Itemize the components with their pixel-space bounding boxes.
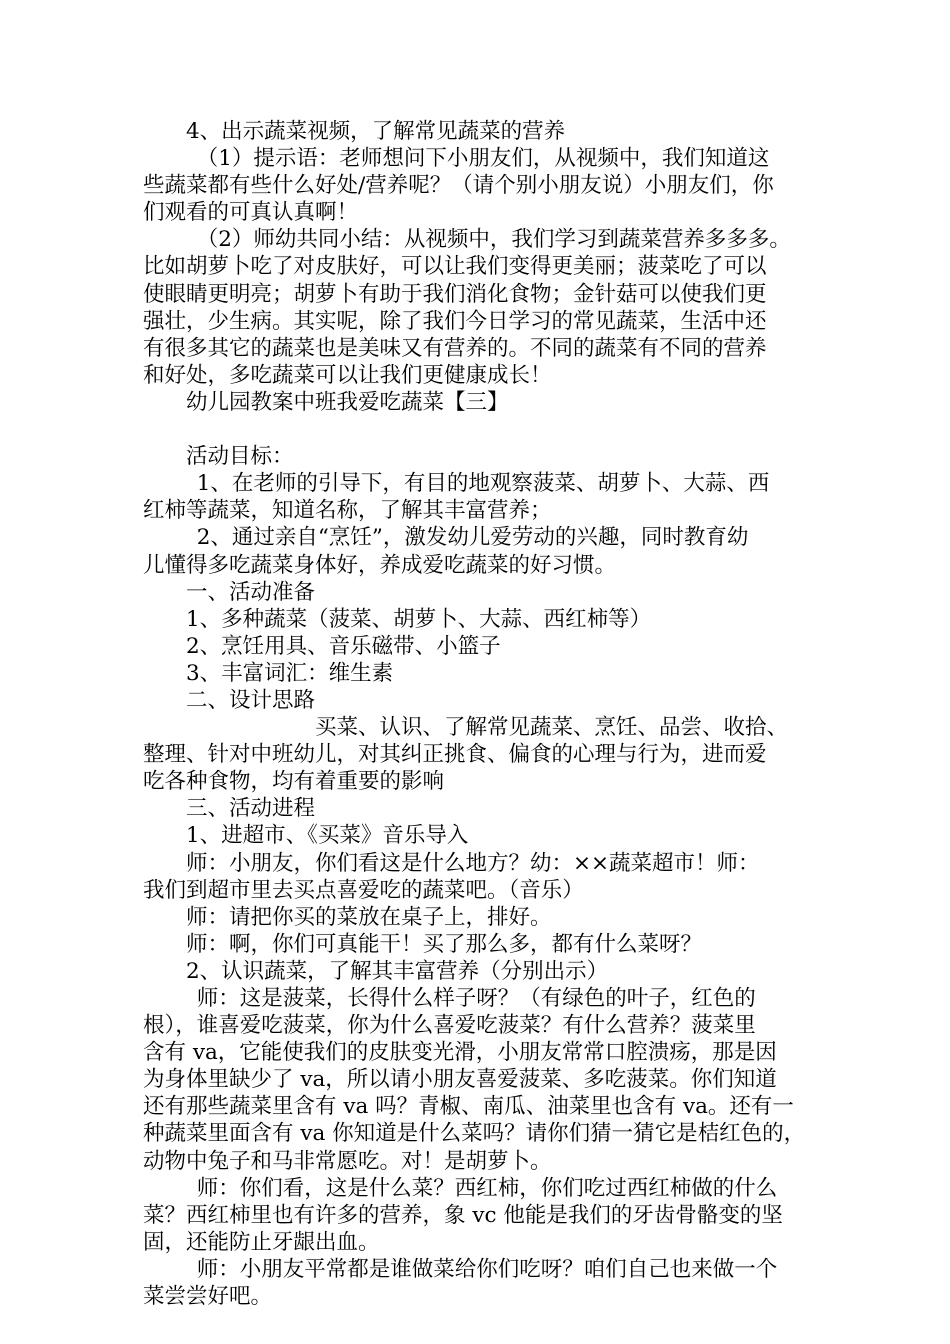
document-page <box>143 118 833 1310</box>
text-line: 种蔬菜里面含有 va 你知道是什么菜吗？请你们猜一猜它是桔红色的， <box>143 1121 806 1147</box>
text-line: 使眼睛更明亮；胡萝卜有助于我们消化食物；金针菇可以使我们更 <box>143 281 767 307</box>
text-line: （1）提示语：老师想问下小朋友们，从视频中，我们知道这 <box>196 146 770 172</box>
text-line: 幼儿园教案中班我爱吃蔬菜【三】 <box>186 389 509 415</box>
text-line: 和好处，多吃蔬菜可以让我们更健康成长！ <box>143 362 552 388</box>
text-line: 儿懂得多吃蔬菜身体好，养成爱吃蔬菜的好习惯。 <box>143 552 617 578</box>
text-line: 还有那些蔬菜里含有 va 吗？青椒、南瓜、油菜里也含有 va。还有一 <box>143 1094 794 1120</box>
text-line: 为身体里缺少了 va，所以请小朋友喜爱菠菜、多吃菠菜。你们知道 <box>143 1067 777 1093</box>
text-line: 师：小朋友平常都是谁做菜给你们吃呀？咱们自己也来做一个 <box>196 1256 778 1282</box>
text-line: 菜？西红柿里也有许多的营养，象 vc 他能是我们的牙齿骨骼变的坚 <box>143 1202 783 1228</box>
text-line: 师：这是菠菜，长得什么样子呀？（有绿色的叶子，红色的 <box>196 986 756 1011</box>
text-line: 师：小朋友，你们看这是什么地方？幼：××蔬菜超市！师： <box>186 850 760 876</box>
text-line: 我们到超市里去买点喜爱吃的蔬菜吧。（音乐） <box>143 877 584 903</box>
text-line: 4、出示蔬菜视频，了解常见蔬菜的营养 <box>186 119 566 144</box>
text-line: 三、活动进程 <box>186 796 316 822</box>
text-line: 菜尝尝好吧。 <box>143 1284 273 1310</box>
text-line: 有很多其它的蔬菜也是美味又有营养的。不同的蔬菜有不同的营养 <box>143 335 767 361</box>
text-line: 固，还能防止牙龈出血。 <box>143 1229 380 1255</box>
text-line: 活动目标： <box>186 444 294 470</box>
text-line: 根），谁喜爱吃菠菜，你为什么喜爱吃菠菜？有什么营养？菠菜里 <box>143 1013 756 1039</box>
text-line: 红柿等蔬菜，知道名称，了解其丰富营养； <box>143 498 552 524</box>
text-line: 1、多种蔬菜（菠菜、胡萝卜、大蒜、西红柿等） <box>186 606 652 632</box>
text-line: 1、进超市、《买菜》音乐导入 <box>186 823 469 849</box>
text-line: 师：啊，你们可真能干！买了那么多，都有什么菜呀？ <box>186 931 703 957</box>
text-line: 1、在老师的引导下，有目的地观察菠菜、胡萝卜、大蒜、西 <box>196 471 770 497</box>
text-line: 一、活动准备 <box>186 579 316 605</box>
text-line: 们观看的可真认真啊！ <box>143 200 359 226</box>
text-line: 动物中兔子和马非常愿吃。对！是胡萝卜。 <box>143 1148 552 1174</box>
text-line: 整理、针对中班幼儿，对其纠正挑食、偏食的心理与行为，进而爱 <box>143 742 767 768</box>
text-line: 师：请把你买的菜放在桌子上，排好。 <box>186 904 552 930</box>
text-line: 买菜、认识、了解常见蔬菜、烹饪、品尝、收拾、 <box>315 715 789 741</box>
text-line: 师：你们看，这是什么菜？西红柿，你们吃过西红柿做的什么 <box>196 1175 778 1201</box>
text-line: 比如胡萝卜吃了对皮肤好，可以让我们变得更美丽；菠菜吃了可以 <box>143 254 767 280</box>
text-line: 3、丰富词汇：维生素 <box>186 660 394 686</box>
text-line: 强壮，少生病。其实呢，除了我们今日学习的常见蔬菜，生活中还 <box>143 308 767 334</box>
text-line: 吃各种食物，均有着重要的影响 <box>143 769 445 795</box>
text-line: （2）师幼共同小结：从视频中，我们学习到蔬菜营养多多多。 <box>196 227 791 253</box>
text-line: 2、通过亲自“烹饪”，激发幼儿爱劳动的兴趣，同时教育幼 <box>196 525 749 551</box>
text-line: 些蔬菜都有些什么好处/营养呢？（请个别小朋友说）小朋友们，你 <box>143 173 774 199</box>
text-line: 2、认识蔬菜，了解其丰富营养（分别出示） <box>186 958 609 984</box>
text-line: 2、烹饪用具、音乐磁带、小篮子 <box>186 633 501 659</box>
text-line: 二、设计思路 <box>186 687 316 713</box>
text-line: 含有 va，它能使我们的皮肤变光滑，小朋友常常口腔溃疡，那是因 <box>143 1040 777 1066</box>
blank-line <box>143 416 833 443</box>
